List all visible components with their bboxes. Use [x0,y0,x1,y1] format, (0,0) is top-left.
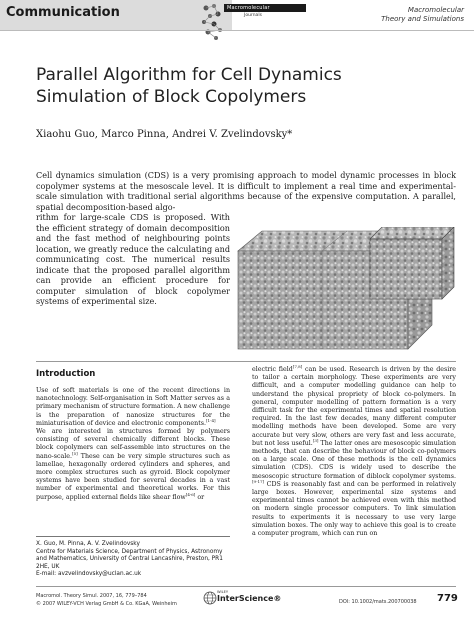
body-column-right [252,363,456,538]
abstract-wide: Cell dynamics simulation (CDS) is a very promising approach to model dynamic processes in block copolymer systems at the mesoscale level. It is difficult to implement a real time and experimental-scale simulation with traditional serial algorithms because of the expensive computation. A parallel, spatial decomposition-based algo- [36,170,456,212]
logo-wordmark: Macromolecular [224,4,306,12]
body-column-left [36,387,230,502]
interscience-logo [203,588,282,610]
journal-name-line2: Theory and Simulations [381,15,464,23]
paragraph: Use of soft materials is one of the recent directions in nanotechnology. Self-organisation in Soft Matter serves as a primary mechanism of structure formation. A new challenge is the preparation of nanosize structures for the miniaturisation of device and electronic components.[1-4] [36,387,230,427]
logo-subtitle: Journals [244,13,262,18]
author-affiliation [36,541,230,579]
copyright-line: © 2007 WILEY-VCH Verlag GmbH & Co. KGaA, Weinheim [36,601,177,607]
author-list: Xiaohu Guo, Marco Pinna, Andrei V. Zvelindovsky* [36,129,293,140]
article-title [36,64,456,108]
header-divider [0,30,474,31]
citation-ref: [9-17] [252,478,265,484]
journal-logo [200,2,306,42]
citation-ref: [4-6] [185,491,196,497]
abstract-narrow: rithm for large-scale CDS is proposed. With the efficient strategy of domain decomposition and the fast method of neighbouring points location, we greatly reduce the calculating and communicating cost. The numerical results indicate that the proposed parallel algorithm can provide an efficient procedure for computer simulation of block copolymer systems of experimental size. [36,212,230,306]
publisher-name: InterScience® [217,594,282,603]
affiliation-divider [36,536,230,537]
affiliation-address: Centre for Materials Science, Department of Physics, Astronomy and Mathematics, University of Central Lancashire, Preston, PR1 2HE, UK [36,548,223,570]
citation-line: Macromol. Theory Simul. 2007, 16, 779–784 [36,593,147,599]
title-line-2: Simulation of Block Copolymers [36,87,307,107]
simulation-box-graphic [232,227,458,353]
abstract-divider [36,361,456,362]
journal-name [381,6,464,24]
section-header [0,0,232,30]
globe-icon [203,591,217,605]
paragraph: We are interested in structures formed by polymers consisting of several chemically different blocks. These block copolymers can self-assemble into structures on the nano-scale.[5] These can be very simple structures such as lamellae, hexagonally ordered cylinders and spheres, and more complex structures such as gyroid. Block copolymer systems have been studied for several decades in a vast number of experimental and theoretical works. For this purpose, applied external fields like shear flow[4-6] or [36,428,230,501]
citation-ref: [1-4] [205,417,216,423]
paragraph: electric field[7,8] can be used. Research is driven by the desire to tailor a certain morphology. These experiments are very difficult, and a computer modelling guidance can help to understand the physical propriety of block co-polymers. In general, computer modelling of pattern formation is a very difficult task for the experimental times and spatial resolution required. In the last few decades, many different computer modelling methods have been developed. Some are very accurate but very slow, others are very fast and less accurate, but not less useful.[3] The latter ones are mesoscopic simulation methods, that can describe the behaviour of block co-polymers on a large scale. One of these methods is the cell dynamics simulation (CDS). CDS is widely used to describe the mesoscopic structure formation of diblock copolymer systems.[9-17] CDS is reasonably fast and can be performed in relatively large boxes. However, experimental size systems and experimental times cannot be achieved even with this method on modern single processor computers. To link simulation results to experiments it is necessary to use very large simulation boxes. The only way to achieve this goal is to create a computer program, which can run on [252,363,456,538]
title-line-1: Parallel Algorithm for Cell Dynamics [36,65,342,85]
affiliation-email: E-mail: avzvelindovsky@uclan.ac.uk [36,571,142,578]
footer-divider [36,586,456,587]
molecule-icon [200,2,224,42]
section-label: Communication [6,5,120,20]
journal-name-line1: Macromolecular [407,6,464,14]
footer-citation [36,592,216,608]
page-number: 779 [437,593,458,604]
section-heading-introduction: Introduction [36,369,96,379]
doi: DOI: 10.1002/mats.200700038 [339,599,417,605]
affiliation-names: X. Guo, M. Pinna, A. V. Zvelindovsky [36,541,140,547]
citation-ref: [3] [312,437,319,443]
citation-ref: [7,8] [292,363,303,369]
publisher-small: WILEY [217,590,229,594]
citation-ref: [5] [72,450,78,456]
